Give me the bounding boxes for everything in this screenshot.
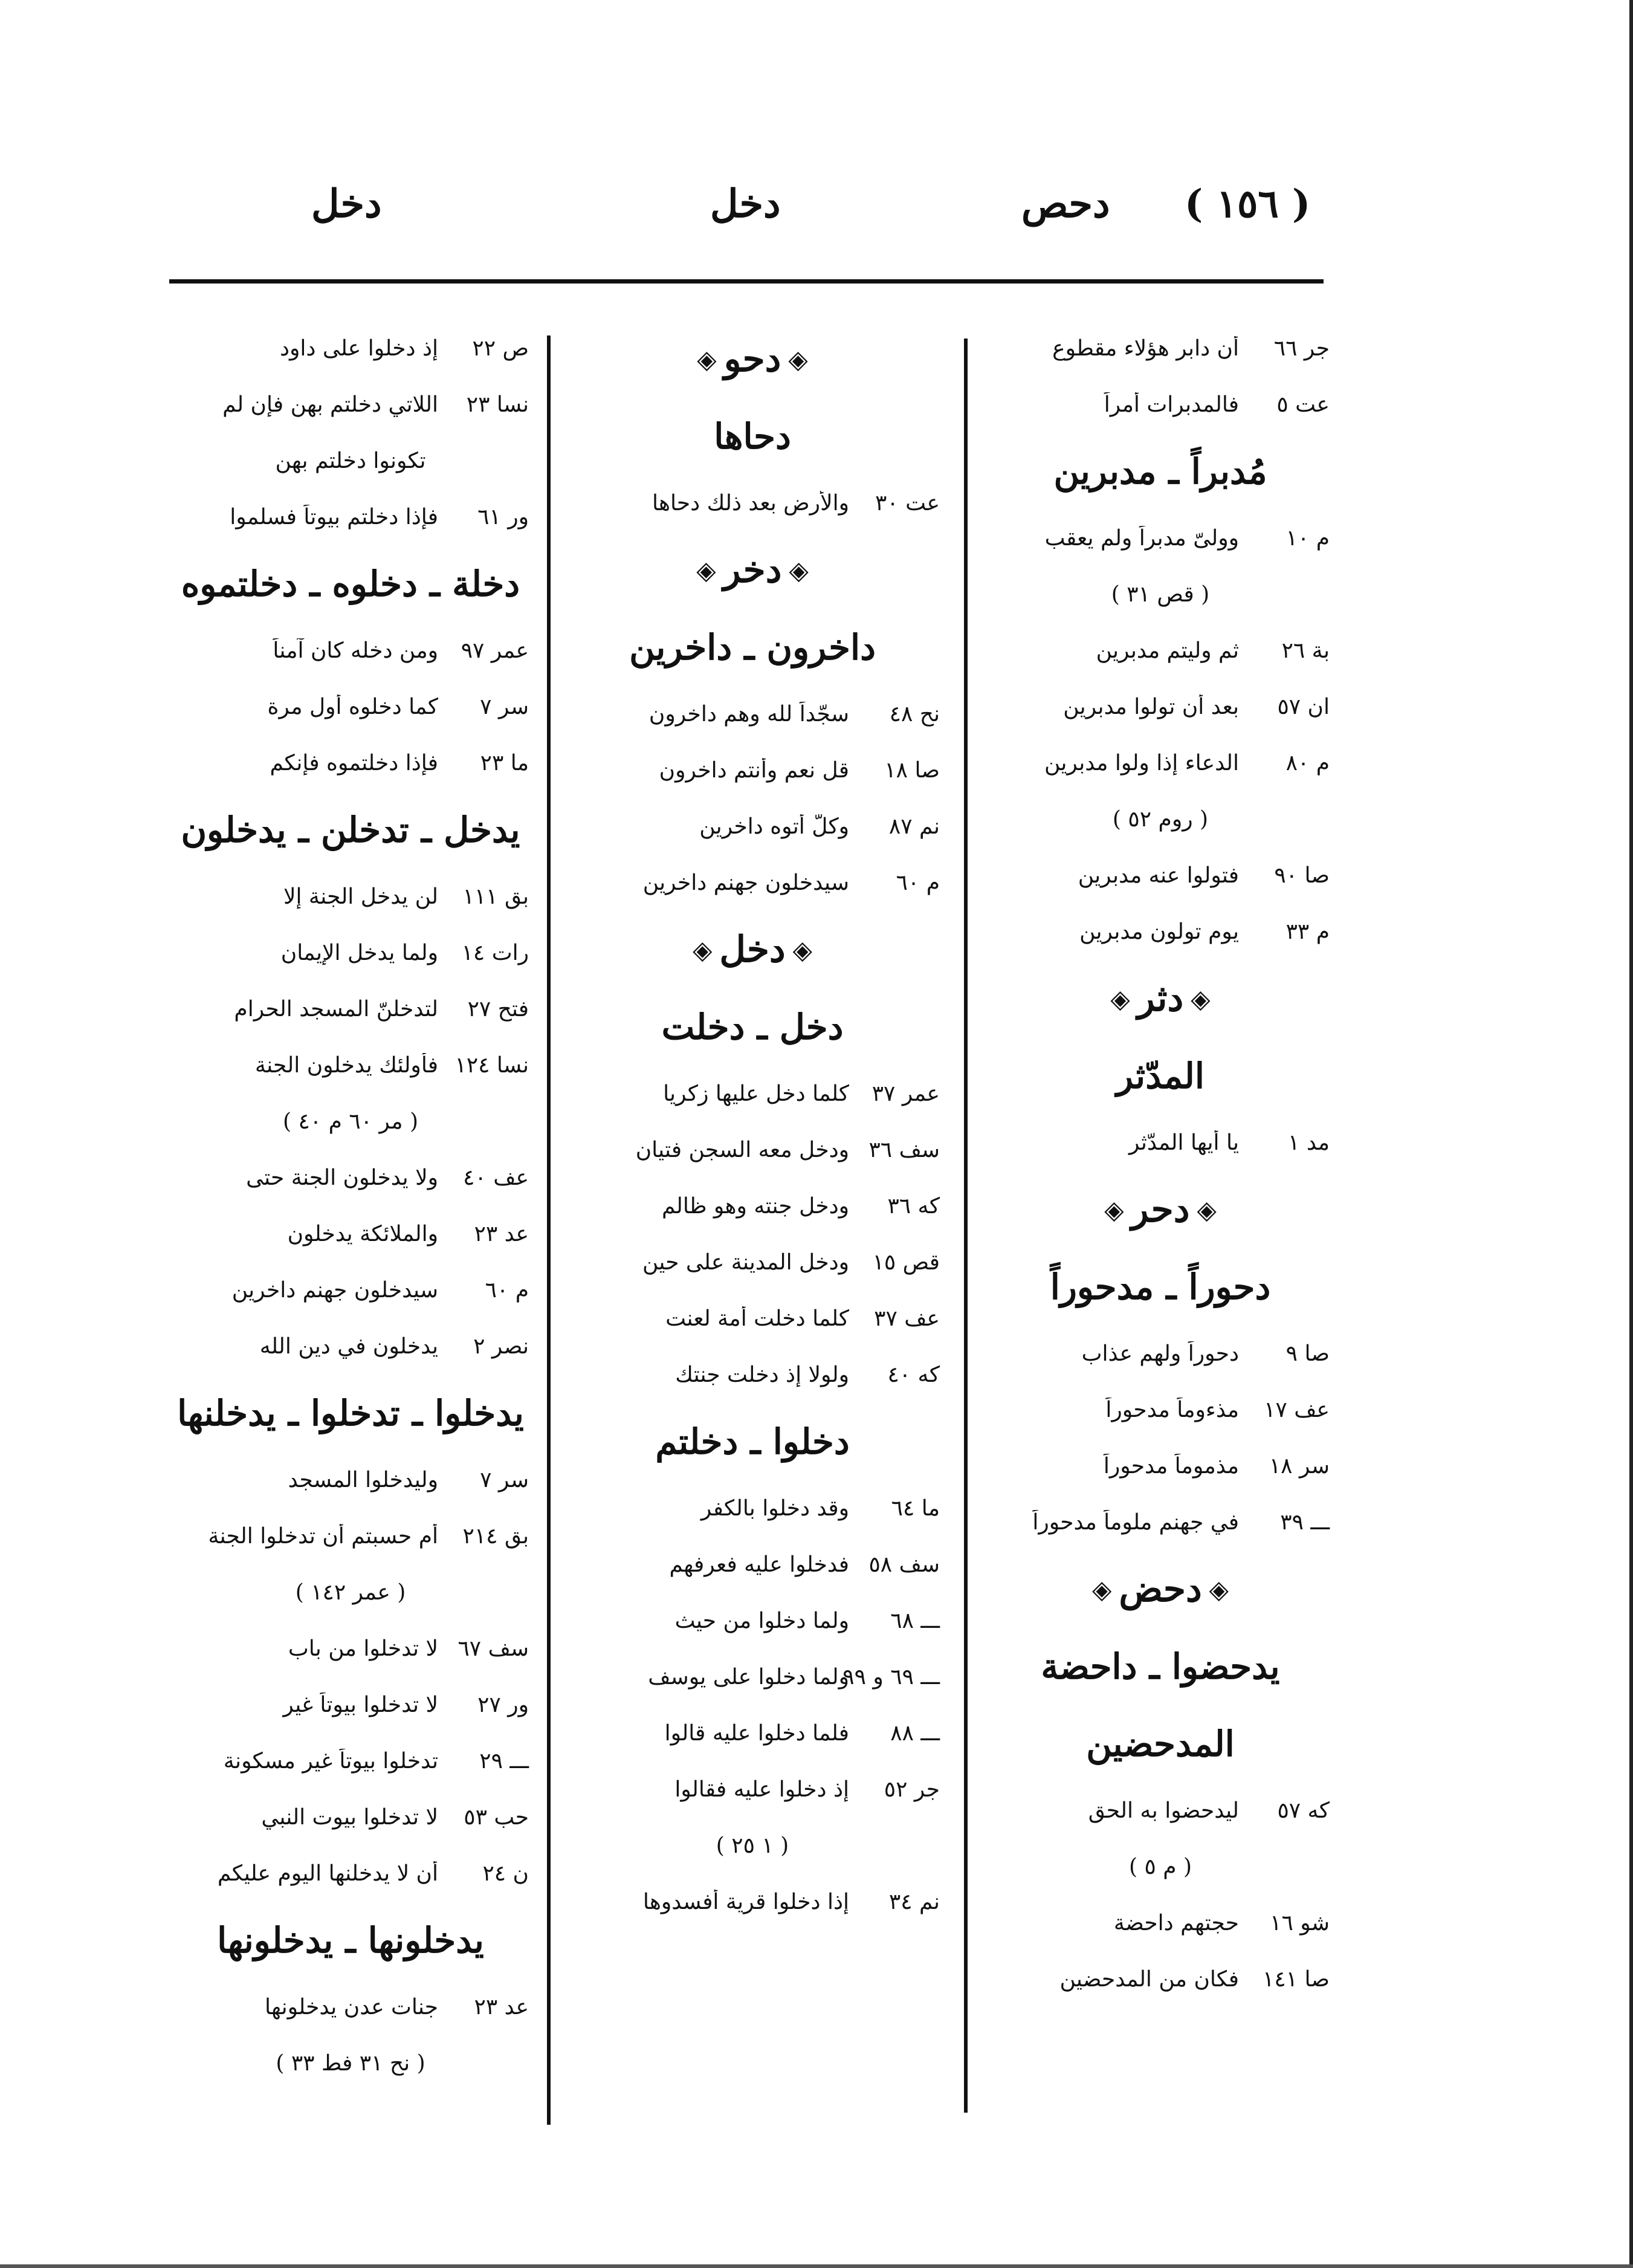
entry-reference: ما ٦٤ bbox=[891, 1496, 940, 1521]
entry-reference: نح ٤٨ bbox=[889, 702, 940, 727]
headword: يدخلوا ـ تدخلوا ـ يدخلنها bbox=[177, 1393, 524, 1434]
headword: يدحضوا ـ داحضة bbox=[1041, 1646, 1280, 1687]
column-left bbox=[172, 320, 529, 2091]
entry-context: فأولئك يدخلون الجنة bbox=[254, 1053, 438, 1078]
ornament-icon: ◈ bbox=[1110, 983, 1130, 1014]
index-entry bbox=[991, 510, 1330, 566]
entry-context: ودخل جنته وهو ظالم bbox=[661, 1194, 849, 1219]
entry-context: قل نعم وأنتم داخرون bbox=[659, 758, 849, 783]
entry-reference: جر ٥٢ bbox=[884, 1777, 940, 1802]
entry-reference: عف ١٧ bbox=[1264, 1398, 1330, 1422]
index-entry bbox=[172, 1150, 529, 1206]
column-separator-left bbox=[547, 335, 551, 2125]
entry-context: وولىّ مدبراً ولم يعقب bbox=[1044, 526, 1239, 551]
entry-context: في جهنم ملوماً مدحوراً bbox=[1032, 1510, 1239, 1535]
index-entry bbox=[565, 475, 940, 531]
index-entry bbox=[565, 1234, 940, 1291]
continuation-text: تكونوا دخلتم بهن bbox=[275, 449, 426, 473]
index-entry bbox=[172, 1845, 529, 1902]
index-entry bbox=[172, 1789, 529, 1845]
index-entry bbox=[172, 320, 529, 377]
index-entry bbox=[565, 855, 940, 911]
root-heading bbox=[991, 960, 1330, 1037]
entry-context: فكان من المدحضين bbox=[1059, 1967, 1239, 1992]
entry-context: حجتهم داحضة bbox=[1113, 1911, 1239, 1936]
index-entry bbox=[991, 377, 1330, 433]
page-edge-right bbox=[1629, 0, 1633, 2268]
index-entry bbox=[991, 1382, 1330, 1438]
index-entry bbox=[565, 1178, 940, 1234]
index-entry bbox=[565, 1347, 940, 1403]
root-text: دحر bbox=[1131, 1188, 1190, 1231]
index-entry bbox=[172, 679, 529, 735]
index-entry bbox=[172, 1452, 529, 1508]
entry-reference: م ١٠ bbox=[1285, 526, 1330, 551]
index-entry bbox=[565, 742, 940, 799]
index-entry bbox=[991, 1115, 1330, 1171]
entry-reference: عف ٤٠ bbox=[463, 1165, 529, 1190]
entry-reference: ـــ ٦٨ bbox=[890, 1609, 940, 1633]
index-entry bbox=[565, 1874, 940, 1930]
index-entry bbox=[565, 1537, 940, 1593]
index-entry bbox=[991, 320, 1330, 377]
entry-context: بعد أن تولوا مدبرين bbox=[1063, 695, 1239, 719]
entry-context: تدخلوا بيوتاً غير مسكونة bbox=[223, 1749, 438, 1774]
index-entry bbox=[565, 799, 940, 855]
entry-context: فالمدبرات أمراً bbox=[1104, 392, 1239, 417]
headword: دخلوا ـ دخلتم bbox=[655, 1421, 850, 1462]
entry-context: لا تدخلوا من باب bbox=[288, 1636, 438, 1661]
headword: دحاها bbox=[714, 416, 791, 457]
headword: مُدبراً ـ مدبرين bbox=[1053, 451, 1267, 492]
entry-reference: عت ٥ bbox=[1276, 392, 1330, 417]
ornament-icon: ◈ bbox=[792, 935, 812, 965]
root-text: دخر bbox=[723, 549, 782, 591]
entry-reference: نسا ٢٣ bbox=[466, 392, 529, 417]
entry-reference: نصر ٢ bbox=[473, 1334, 529, 1359]
root-text: دحض bbox=[1119, 1568, 1202, 1610]
entry-reference: صا ٩٠ bbox=[1274, 863, 1330, 888]
page-number: ( ١٥٦ ) bbox=[1185, 181, 1311, 227]
headword: المدحضين bbox=[1086, 1723, 1235, 1764]
index-entry bbox=[172, 1318, 529, 1375]
index-entry bbox=[565, 1291, 940, 1347]
entry-context: لتدخلنّ المسجد الحرام bbox=[234, 997, 438, 1022]
entry-context: يدخلون في دين الله bbox=[259, 1334, 438, 1359]
entry-context: إذ دخلوا على داود bbox=[279, 336, 438, 361]
entry-reference: ور ٦١ bbox=[477, 505, 529, 530]
entry-reference: عمر ٩٧ bbox=[461, 638, 529, 663]
root-heading bbox=[565, 531, 940, 609]
entry-context: يا أيها المدّثر bbox=[1128, 1130, 1239, 1155]
entry-context: فدخلوا عليه فعرفهم bbox=[669, 1552, 849, 1577]
entry-reference: رات ١٤ bbox=[461, 941, 529, 965]
entry-context: ثم وليتم مدبرين bbox=[1096, 638, 1239, 663]
index-entry bbox=[991, 904, 1330, 960]
entry-context: فتولوا عنه مدبرين bbox=[1078, 863, 1239, 888]
root-heading bbox=[565, 320, 940, 398]
ornament-icon: ◈ bbox=[788, 344, 808, 374]
index-entry bbox=[565, 1649, 940, 1705]
entry-reference: عت ٣٠ bbox=[875, 491, 940, 516]
index-entry bbox=[991, 1494, 1330, 1550]
entry-context: سيدخلون جهنم داخرين bbox=[642, 870, 849, 895]
index-entry bbox=[991, 847, 1330, 904]
entry-context: كلما دخل عليها زكريا bbox=[663, 1081, 849, 1106]
entry-reference: كه ٤٠ bbox=[887, 1362, 940, 1387]
entry-context: لا تدخلوا بيوت النبي bbox=[261, 1805, 438, 1830]
entry-reference: م ٣٣ bbox=[1285, 919, 1330, 944]
ornament-icon: ◈ bbox=[1209, 1574, 1229, 1604]
headword: دخلة ـ دخلوه ـ دخلتموه bbox=[181, 563, 520, 604]
entry-reference: عمر ٣٧ bbox=[871, 1081, 940, 1106]
root-text: دخل bbox=[719, 928, 786, 971]
entry-context: لا تدخلوا بيوتاً غير bbox=[283, 1693, 438, 1717]
index-entry bbox=[991, 1895, 1330, 1951]
entry-context: ولما دخلوا على يوسف bbox=[648, 1665, 849, 1690]
entry-context: إذ دخلوا عليه فقالوا bbox=[674, 1777, 849, 1802]
continuation-text: ( ١ ٢٥ ) bbox=[716, 1833, 789, 1858]
entry-reference: جر ٦٦ bbox=[1273, 336, 1330, 361]
ornament-icon: ◈ bbox=[693, 935, 713, 965]
entry-reference: فتح ٢٧ bbox=[467, 997, 529, 1022]
entry-context: ولا يدخلون الجنة حتى bbox=[246, 1165, 438, 1190]
entry-reference: نم ٨٧ bbox=[888, 814, 940, 839]
entry-context: وليدخلوا المسجد bbox=[288, 1468, 438, 1492]
column-middle bbox=[565, 320, 940, 1930]
header-word-middle: دخل bbox=[710, 181, 781, 227]
index-entry bbox=[172, 1621, 529, 1677]
entry-reference: مد ١ bbox=[1288, 1130, 1330, 1155]
ornament-icon: ◈ bbox=[1191, 983, 1211, 1014]
index-entry bbox=[991, 1438, 1330, 1494]
index-entry bbox=[991, 623, 1330, 679]
index-entry bbox=[172, 925, 529, 981]
ornament-icon: ◈ bbox=[697, 344, 717, 374]
index-entry bbox=[172, 1206, 529, 1262]
index-entry bbox=[172, 1979, 529, 2035]
entry-context: سيدخلون جهنم داخرين bbox=[231, 1278, 438, 1303]
entry-context: ليدحضوا به الحق bbox=[1088, 1798, 1239, 1823]
entry-reference: ـــ ٢٩ bbox=[479, 1749, 529, 1774]
entry-reference: صا ١٨ bbox=[884, 758, 940, 783]
entry-continuation bbox=[991, 566, 1330, 623]
headword: دخل ـ دخلت bbox=[661, 1006, 844, 1048]
entry-reference: ـــ ٨٨ bbox=[890, 1721, 940, 1746]
index-entry bbox=[991, 679, 1330, 735]
entry-context: جنات عدن يدخلونها bbox=[265, 1995, 438, 2020]
entry-continuation bbox=[991, 791, 1330, 847]
entry-reference: م ٨٠ bbox=[1285, 751, 1330, 776]
entry-continuation bbox=[565, 1818, 940, 1874]
headword: دحوراً ـ مدحوراً bbox=[1050, 1266, 1271, 1307]
continuation-text: ( نح ٣١ فط ٣٣ ) bbox=[276, 2051, 425, 2076]
entry-reference: ن ٢٤ bbox=[482, 1861, 529, 1886]
ornament-icon: ◈ bbox=[1104, 1194, 1124, 1225]
index-entry bbox=[172, 1037, 529, 1094]
index-entry bbox=[172, 981, 529, 1037]
entry-context: أن لا يدخلنها اليوم عليكم bbox=[217, 1861, 438, 1886]
root-heading bbox=[991, 1550, 1330, 1628]
entry-context: دحوراً ولهم عذاب bbox=[1081, 1341, 1239, 1366]
index-entry bbox=[172, 623, 529, 679]
index-entry bbox=[565, 1066, 940, 1122]
continuation-text: ( م ٥ ) bbox=[1128, 1855, 1192, 1879]
entry-reference: بق ١١١ bbox=[462, 884, 529, 909]
index-entry bbox=[565, 1480, 940, 1537]
entry-reference: م ٦٠ bbox=[485, 1278, 529, 1303]
entry-reference: قص ١٥ bbox=[872, 1250, 940, 1275]
index-entry bbox=[172, 735, 529, 791]
entry-reference: سر ٧ bbox=[480, 695, 529, 719]
entry-reference: نم ٣٤ bbox=[888, 1890, 940, 1914]
ornament-icon: ◈ bbox=[696, 555, 716, 585]
index-entry bbox=[172, 489, 529, 545]
ornament-icon: ◈ bbox=[789, 555, 809, 585]
column-separator-right bbox=[964, 339, 968, 2113]
entry-context: مذموماً مدحوراً bbox=[1103, 1454, 1239, 1479]
entry-context: أم حسبتم أن تدخلوا الجنة bbox=[208, 1524, 438, 1549]
entry-context: كلما دخلت أمة لعنت bbox=[665, 1306, 849, 1331]
entry-context: ولما دخلوا من حيث bbox=[674, 1609, 849, 1633]
root-text: دحو bbox=[723, 338, 781, 380]
index-entry bbox=[172, 377, 529, 433]
column-right bbox=[991, 320, 1330, 2007]
entry-context: والأرض بعد ذلك دحاها bbox=[652, 491, 849, 516]
entry-reference: سف ٥٨ bbox=[868, 1552, 940, 1577]
header-word-right: دحص bbox=[1021, 181, 1110, 227]
entry-continuation bbox=[991, 1839, 1330, 1895]
index-entry bbox=[565, 1761, 940, 1818]
entry-reference: صا ١٤١ bbox=[1263, 1967, 1330, 1992]
entry-context: مذءوماً مدحوراً bbox=[1105, 1398, 1239, 1422]
entry-context: الدعاء إذا ولوا مدبرين bbox=[1044, 751, 1239, 776]
index-entry bbox=[565, 1705, 940, 1761]
entry-continuation bbox=[172, 2035, 529, 2091]
ornament-icon: ◈ bbox=[1092, 1574, 1112, 1604]
entry-context: سجّداً لله وهم داخرون bbox=[648, 702, 849, 727]
entry-reference: ـــ ٦٩ و ٩٩ bbox=[842, 1665, 940, 1690]
headword: المدّثر bbox=[1116, 1055, 1205, 1097]
entry-reference: عف ٣٧ bbox=[874, 1306, 940, 1331]
continuation-text: ( قص ٣١ ) bbox=[1111, 582, 1210, 607]
entry-reference: سر ٧ bbox=[480, 1468, 529, 1492]
root-text: دثر bbox=[1137, 977, 1184, 1020]
entry-reference: سف ٦٧ bbox=[458, 1636, 529, 1661]
entry-context: إذا دخلوا قرية أفسدوها bbox=[642, 1890, 849, 1914]
entry-reference: ان ٥٧ bbox=[1277, 695, 1330, 719]
index-entry bbox=[991, 1783, 1330, 1839]
entry-context: كما دخلوه أول مرة bbox=[267, 695, 438, 719]
index-entry bbox=[172, 1262, 529, 1318]
index-entry bbox=[991, 735, 1330, 791]
entry-reference: شو ١٦ bbox=[1270, 1911, 1330, 1936]
headword: يدخل ـ تدخلن ـ يدخلون bbox=[181, 809, 520, 850]
entry-context: لن يدخل الجنة إلا bbox=[283, 884, 438, 909]
ornament-icon: ◈ bbox=[1197, 1194, 1217, 1225]
entry-context: ودخل معه السجن فتيان bbox=[635, 1138, 849, 1162]
entry-reference: بق ٢١٤ bbox=[462, 1524, 529, 1549]
index-entry bbox=[172, 1733, 529, 1789]
entry-reference: ص ٢٢ bbox=[472, 336, 529, 361]
index-entry bbox=[991, 1951, 1330, 2007]
entry-context: فإذا دخلتم بيوتاً فسلموا bbox=[230, 505, 438, 530]
index-entry bbox=[565, 1593, 940, 1649]
entry-context: يوم تولون مدبرين bbox=[1079, 919, 1239, 944]
continuation-text: ( عمر ١٤٢ ) bbox=[295, 1580, 406, 1605]
entry-reference: سر ١٨ bbox=[1269, 1454, 1330, 1479]
entry-reference: سف ٣٦ bbox=[868, 1138, 940, 1162]
index-entry bbox=[565, 1122, 940, 1178]
entry-reference: ما ٢٣ bbox=[480, 751, 529, 776]
entry-context: ولما يدخل الإيمان bbox=[280, 941, 438, 965]
entry-reference: م ٦٠ bbox=[896, 870, 940, 895]
index-entry bbox=[991, 1326, 1330, 1382]
root-heading bbox=[565, 911, 940, 988]
entry-continuation bbox=[172, 1564, 529, 1621]
entry-context: ومن دخله كان آمناً bbox=[273, 638, 438, 663]
index-entry bbox=[172, 1677, 529, 1733]
headword: يدخلونها ـ يدخلونها bbox=[217, 1920, 484, 1961]
entry-context: وكلّ أتوه داخرين bbox=[699, 814, 849, 839]
continuation-text: ( روم ٥٢ ) bbox=[1112, 807, 1209, 832]
entry-reference: نسا ١٢٤ bbox=[454, 1053, 529, 1078]
entry-reference: عد ٢٣ bbox=[474, 1995, 529, 2020]
entry-continuation bbox=[172, 1094, 529, 1150]
index-entry bbox=[172, 869, 529, 925]
entry-reference: عد ٢٣ bbox=[474, 1222, 529, 1246]
entry-context: ودخل المدينة على حين bbox=[642, 1250, 849, 1275]
index-entry bbox=[172, 1508, 529, 1564]
entry-context: ولولا إذ دخلت جنتك bbox=[675, 1362, 849, 1387]
entry-context: أن دابر هؤلاء مقطوع bbox=[1052, 336, 1239, 361]
index-entry bbox=[565, 686, 940, 742]
root-heading bbox=[991, 1171, 1330, 1248]
entry-reference: ـــ ٣٩ bbox=[1280, 1510, 1330, 1535]
page-edge-bottom bbox=[0, 2264, 1633, 2268]
entry-reference: صا ٩ bbox=[1285, 1341, 1330, 1366]
header-rule bbox=[169, 279, 1324, 284]
header-word-left: دخل bbox=[311, 181, 382, 227]
headword: داخرون ـ داخرين bbox=[629, 627, 876, 668]
entry-context: فلما دخلوا عليه قالوا bbox=[664, 1721, 849, 1746]
entry-reference: بة ٢٦ bbox=[1281, 638, 1330, 663]
entry-reference: كه ٣٦ bbox=[887, 1194, 940, 1219]
entry-reference: ور ٢٧ bbox=[477, 1693, 529, 1717]
entry-context: اللاتي دخلتم بهن فإن لم bbox=[222, 392, 438, 417]
entry-continuation bbox=[172, 433, 529, 489]
entry-reference: كه ٥٧ bbox=[1277, 1798, 1330, 1823]
entry-context: والملائكة يدخلون bbox=[287, 1222, 438, 1246]
continuation-text: ( مر ٦٠ م ٤٠ ) bbox=[282, 1109, 419, 1134]
entry-context: فإذا دخلتموه فإنكم bbox=[270, 751, 438, 776]
entry-reference: حب ٥٣ bbox=[464, 1805, 529, 1830]
entry-context: وقد دخلوا بالكفر bbox=[700, 1496, 849, 1521]
